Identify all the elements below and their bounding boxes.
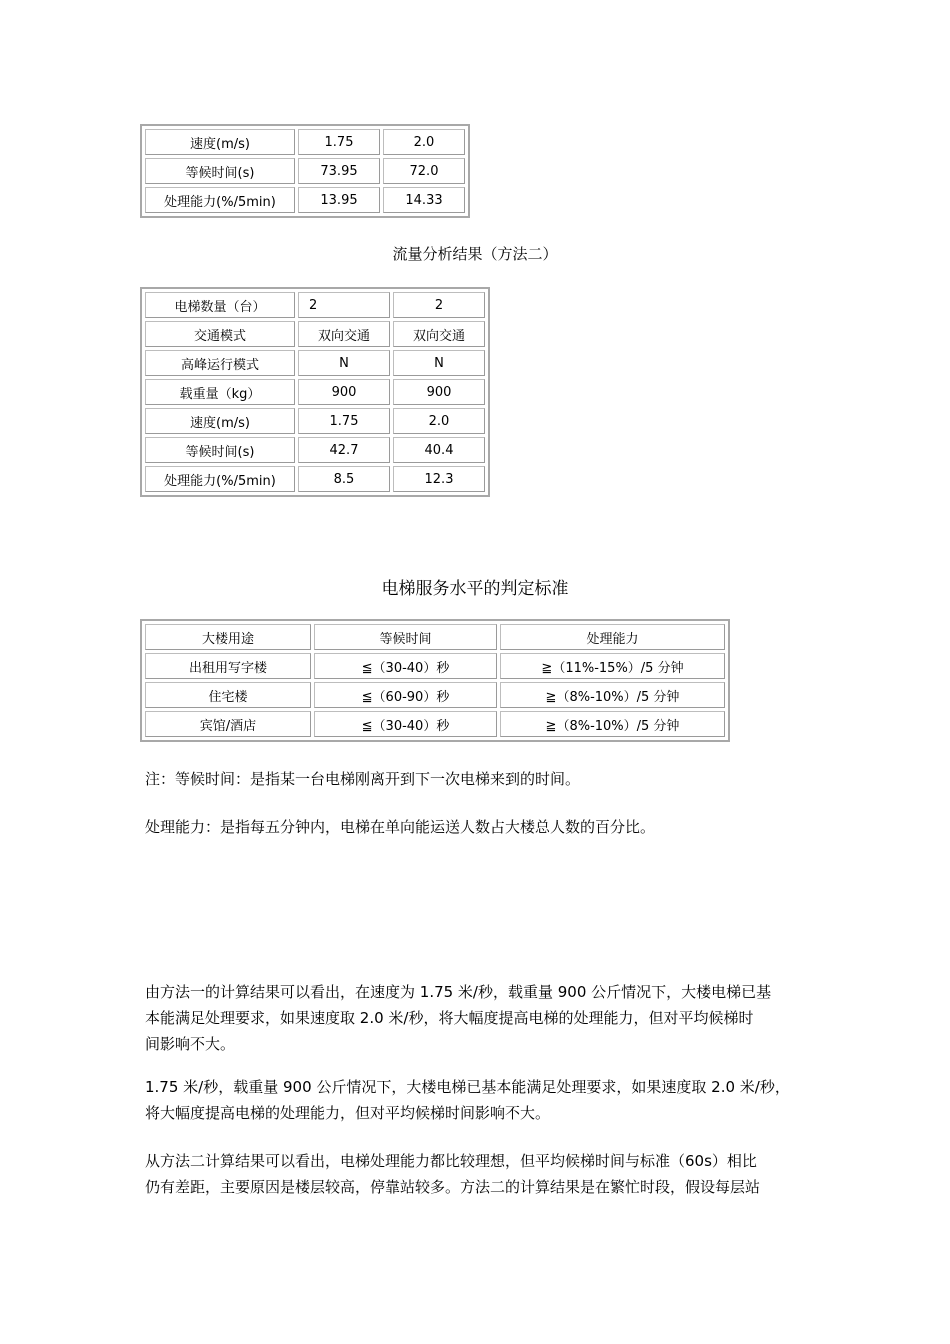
section-heading: 电梯服务水平的判定标准 [381, 579, 569, 599]
table-cell: 900 [393, 379, 485, 405]
service-level-standard-table [140, 619, 730, 742]
table-row [145, 653, 725, 679]
table-cell: 宾馆/酒店 [145, 711, 311, 737]
table-cell: ≦（30-40）秒 [314, 711, 497, 737]
paragraph-line: 从方法二计算结果可以看出，电梯处理能力都比较理想，但平均候梯时间与标准（60s）相比 [145, 1152, 757, 1170]
table-caption: 流量分析结果（方法二） [392, 245, 558, 263]
table-cell: 处理能力(%/5min) [145, 187, 295, 213]
table-cell: ≧（8%-10%）/5 分钟 [500, 711, 725, 737]
paragraph-line: 仍有差距，主要原因是楼层较高，停靠站较多。方法二的计算结果是在繁忙时段，假设每层站 [145, 1178, 761, 1196]
table-cell: ≦（60-90）秒 [314, 682, 497, 708]
table-cell: 42.7 [298, 437, 390, 463]
table-cell: 双向交通 [393, 321, 485, 347]
table-cell: ≧（8%-10%）/5 分钟 [500, 682, 725, 708]
table-cell: 高峰运行模式 [145, 350, 295, 376]
table-cell: ≧（11%-15%）/5 分钟 [500, 653, 725, 679]
table-row [145, 437, 485, 463]
table-header-cell: 等候时间 [314, 624, 497, 650]
table-cell: 14.33 [383, 187, 465, 213]
note-waiting-time: 注：等候时间：是指某一台电梯刚离开到下一次电梯来到的时间。 [145, 770, 581, 788]
table-cell: 12.3 [393, 466, 485, 492]
table-row [145, 350, 485, 376]
table-cell: 电梯数量（台） [145, 292, 295, 318]
table-cell: 8.5 [298, 466, 390, 492]
paragraph-line: 将大幅度提高电梯的处理能力，但对平均候梯时间影响不大。 [145, 1104, 551, 1122]
table-cell: ≦（30-40）秒 [314, 653, 497, 679]
table-row [145, 466, 485, 492]
speed-comparison-table [140, 124, 470, 218]
table-cell: 13.95 [298, 187, 380, 213]
table-cell: 900 [298, 379, 390, 405]
table-cell: 等候时间(s) [145, 158, 295, 184]
table-cell: 2 [298, 292, 390, 318]
paragraph-line: 本能满足处理要求，如果速度取 2.0 米/秒，将大幅度提高电梯的处理能力，但对平均候梯时 [145, 1009, 754, 1027]
table-cell: 2.0 [383, 129, 465, 155]
table-row [145, 682, 725, 708]
table-row [145, 379, 485, 405]
paragraph-speed-note [145, 1074, 815, 1126]
paragraph-line: 间影响不大。 [145, 1035, 236, 1053]
table-cell: 72.0 [383, 158, 465, 184]
table-cell: 速度(m/s) [145, 408, 295, 434]
table-row [145, 408, 485, 434]
paragraph-line: 1.75 米/秒，载重量 900 公斤情况下，大楼电梯已基本能满足处理要求，如果速度取 2.0 米/秒， [145, 1078, 790, 1096]
table-row [145, 711, 725, 737]
table-cell: 速度(m/s) [145, 129, 295, 155]
table-cell: 1.75 [298, 129, 380, 155]
table-row [145, 158, 465, 184]
table-cell: N [298, 350, 390, 376]
table-cell: 73.95 [298, 158, 380, 184]
table-cell: 1.75 [298, 408, 390, 434]
table-cell: 住宅楼 [145, 682, 311, 708]
flow-analysis-table [140, 287, 490, 497]
table-cell: 等候时间(s) [145, 437, 295, 463]
table-row [145, 129, 465, 155]
table-header-row [145, 624, 725, 650]
table-cell: 2.0 [393, 408, 485, 434]
table-header-cell: 处理能力 [500, 624, 725, 650]
table-cell: 40.4 [393, 437, 485, 463]
table-row [145, 292, 485, 318]
paragraph-method-one [145, 979, 815, 1057]
table-cell: 交通模式 [145, 321, 295, 347]
table-header-cell: 大楼用途 [145, 624, 311, 650]
table-row [145, 321, 485, 347]
table-cell: 出租用写字楼 [145, 653, 311, 679]
paragraph-line: 由方法一的计算结果可以看出，在速度为 1.75 米/秒，载重量 900 公斤情况下，大楼电梯已基 [145, 983, 772, 1001]
table-cell: 双向交通 [298, 321, 390, 347]
table-cell: N [393, 350, 485, 376]
table-row [145, 187, 465, 213]
note-handling-capacity: 处理能力：是指每五分钟内，电梯在单向能运送人数占大楼总人数的百分比。 [145, 818, 656, 836]
table-cell: 载重量（kg） [145, 379, 295, 405]
table-cell: 2 [393, 292, 485, 318]
table-cell: 处理能力(%/5min) [145, 466, 295, 492]
paragraph-method-two [145, 1148, 815, 1200]
